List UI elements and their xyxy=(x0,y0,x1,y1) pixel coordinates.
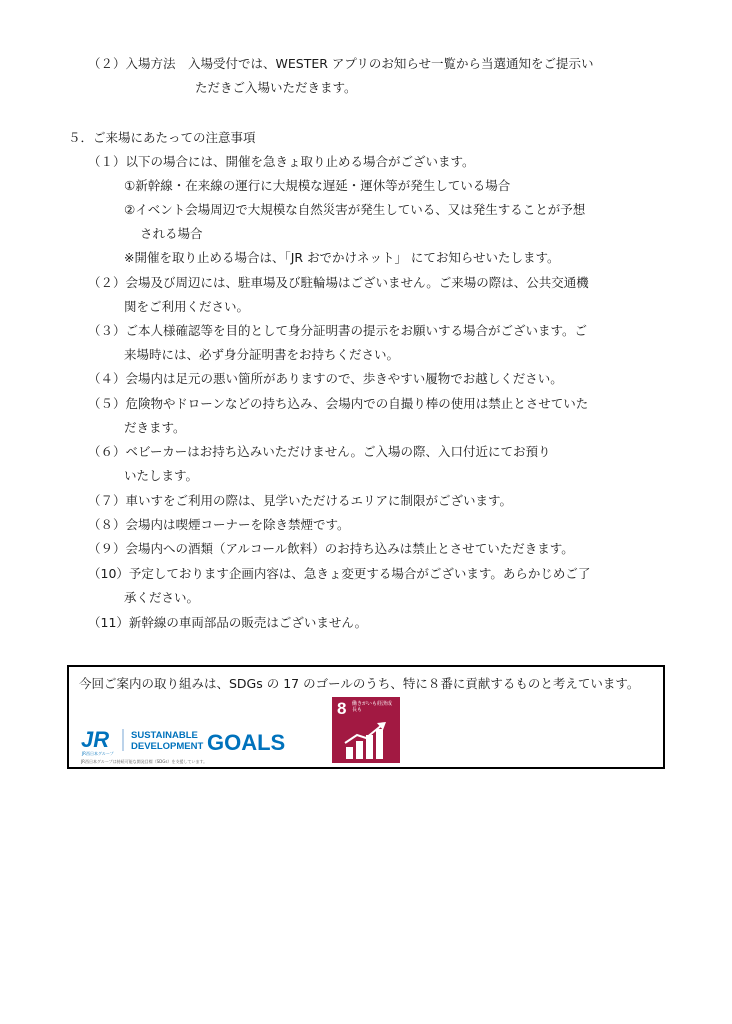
notice-2-cont: 関をご利用ください。 xyxy=(124,299,250,314)
growth-bar-2 xyxy=(356,741,363,759)
growth-bar-1 xyxy=(346,747,353,759)
growth-chart-icon xyxy=(344,721,388,759)
notice-7: （７）車いすをご利用の際は、見学いただけるエリアに制限がございます。 xyxy=(88,493,513,508)
section-5-heading: ５．ご来場にあたっての注意事項 xyxy=(68,130,256,145)
logo-sustainable: SUSTAINABLE xyxy=(131,730,198,741)
jr-mark: JR xyxy=(81,727,110,752)
notice-5: （５）危険物やドローンなどの持ち込み、会場内での自撮り棒の使用は禁止とさせていた xyxy=(88,396,589,411)
notice-6: （６）ベビーカーはお持ち込みいただけません。ご入場の際、入口付近にてお預り xyxy=(88,444,551,459)
logo-goals: GOALS xyxy=(207,730,286,755)
jr-sdgs-logo xyxy=(81,725,291,765)
notice-6-cont: いたします。 xyxy=(124,468,199,483)
notice-1-sub-2-cont: される場合 xyxy=(140,226,203,241)
growth-bar-3 xyxy=(366,735,373,759)
notice-11: （11）新幹線の車両部品の販売はございません。 xyxy=(88,615,368,630)
notice-10: （10）予定しております企画内容は、急きょ変更する場合がございます。あらかじめご了 xyxy=(88,566,591,581)
growth-bar-4 xyxy=(376,729,383,759)
sdgs-statement: 今回ご案内の取り組みは、SDGs の 17 のゴールのうち、特に８番に貢献するものと考えています。 xyxy=(79,676,640,691)
entry-method-line-1: （２）入場方法 入場受付では、WESTER アプリのお知らせ一覧から当選通知をご提示い xyxy=(88,56,594,71)
jr-group-label: JR西日本グループ xyxy=(82,751,114,756)
notice-1-sub-1: ①新幹線・在来線の運行に大規模な遅延・運休等が発生している場合 xyxy=(124,178,511,193)
logo-development: DEVELOPMENT xyxy=(131,741,204,752)
notice-3: （３）ご本人様確認等を目的として身分証明書の提示をお願いする場合がございます。ご xyxy=(88,323,588,338)
notice-1-note: ※開催を取り止める場合は、「JR おでかけネット」 にてお知らせいたします。 xyxy=(124,250,560,265)
notice-1-sub-2: ②イベント会場周辺で大規模な自然災害が発生している、又は発生することが予想 xyxy=(124,202,586,217)
entry-method-line-2: ただきご入場いただきます。 xyxy=(195,80,357,95)
goal-number: 8 xyxy=(337,699,347,718)
notice-2: （２）会場及び周辺には、駐車場及び駐輪場はございません。ご来場の際は、公共交通機 xyxy=(88,275,589,290)
sdg-goal-8-icon xyxy=(332,697,400,763)
notice-10-cont: 承ください。 xyxy=(124,590,200,605)
notice-1: （１）以下の場合には、開催を急きょ取り止める場合がございます。 xyxy=(88,154,475,169)
logo-note: JR西日本グループは持続可能な開発目標（SDGs）を支援しています。 xyxy=(81,759,208,764)
notice-3-cont: 来場時には、必ず身分証明書をお持ちください。 xyxy=(124,347,400,362)
sdgs-box xyxy=(67,665,665,769)
notice-4: （４）会場内は足元の悪い箇所がありますので、歩きやすい履物でお越しください。 xyxy=(88,371,563,386)
notice-9: （９）会場内への酒類（アルコール飲料）のお持ち込みは禁止とさせていただきます。 xyxy=(88,541,574,556)
notice-5-cont: だきます。 xyxy=(124,420,186,435)
notice-8: （８）会場内は喫煙コーナーを除き禁煙です。 xyxy=(88,517,350,532)
goal-title: 働きがいも経済成長も xyxy=(352,701,393,713)
